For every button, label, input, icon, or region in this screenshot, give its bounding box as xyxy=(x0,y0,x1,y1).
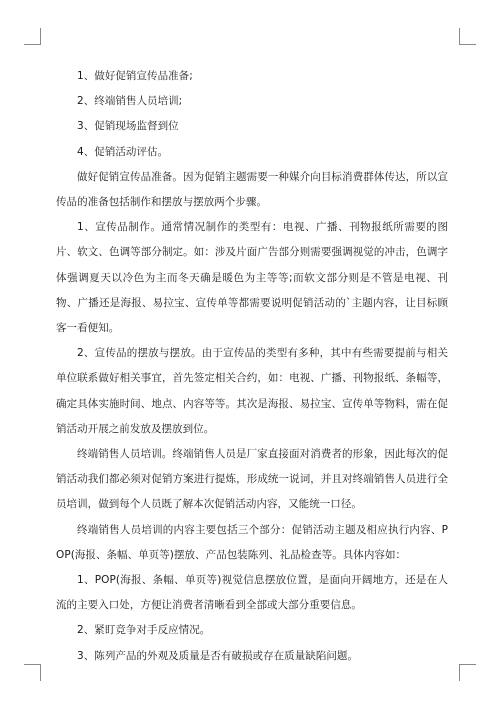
crop-mark-top-left xyxy=(40,28,41,45)
paragraph-training-content: 终端销售人员培训的内容主要包括三个部分：促销活动主题及相应执行内容、POP(海报、条幅、单页等)摆放、产品包装陈列、礼品检查等。具体内容如： xyxy=(56,523,448,561)
paragraph-product-quality: 3、陈列产品的外观及质量是否有破损或存在质量缺陷问题。 xyxy=(77,649,359,662)
list-item-1: 1、做好促销宣传品准备; xyxy=(77,70,193,82)
document-body xyxy=(56,64,448,669)
crop-mark-bottom-left xyxy=(24,664,41,665)
paragraph-competitor-watch: 2、紧盯竞争对手反应情况。 xyxy=(77,624,211,637)
paragraph-staff-training: 终端销售人员培训。终端销售人员是厂家直接面对消费者的形象，因此每次的促销活动我们都必须对促销方案进行提炼，形成统一说词，并且对终端销售人员进行全员培训，做到每个人员既了解本次促销活动内容，又能统一口径。 xyxy=(56,448,448,511)
crop-mark-bottom-right xyxy=(459,664,476,665)
crop-mark-top-right xyxy=(459,28,460,45)
paragraph-material-placement: 2、宣传品的摆放与摆放。由于宣传品的类型有多种，其中有些需要提前与相关单位联系做好相关事宜，首先签定相关合约，如：电视、广播、刊物报纸、条幅等，确定具体实施时间、地点、内容等等。其次是海报、易拉宝、宣传单等物料，需在促销活动开展之前发放及摆放到位。 xyxy=(56,347,448,435)
crop-mark-bottom-right xyxy=(459,664,460,681)
paragraph-material-production: 1、宣传品制作。通常情况制作的类型有：电视、广播、刊物报纸所需要的图片、软文、色调等部分制定。如：涉及片面广告部分则需要强调视觉的冲击，色调字体强调夏天以冷色为主而冬天确是暖色为主等等;而软文部分则是不管是电视、刊物、广播还是海报、易拉宝、宣传单等都需要说明促销活动的`主题内容，让目标顾客一看便知。 xyxy=(56,221,448,335)
crop-mark-top-left xyxy=(24,44,41,45)
paragraph-pop-placement: 1、POP(海报、条幅、单页等)视觉信息摆放位置，是面向开阔地方，还是在人流的主要入口处，方便让消费者清晰看到全部或大部分重要信息。 xyxy=(56,574,448,612)
paragraph-promo-materials: 做好促销宣传品准备。因为促销主题需要一种媒介向目标消费群体传达，所以宣传品的准备包括制作和摆放与摆放两个步骤。 xyxy=(56,170,448,209)
crop-mark-bottom-left xyxy=(40,664,41,681)
list-item-2: 2、终端销售人员培训; xyxy=(77,95,183,108)
list-item-4: 4、促销活动评估。 xyxy=(77,145,169,158)
list-item-3: 3、促销现场监督到位 xyxy=(77,120,179,133)
crop-mark-top-right xyxy=(459,44,476,45)
